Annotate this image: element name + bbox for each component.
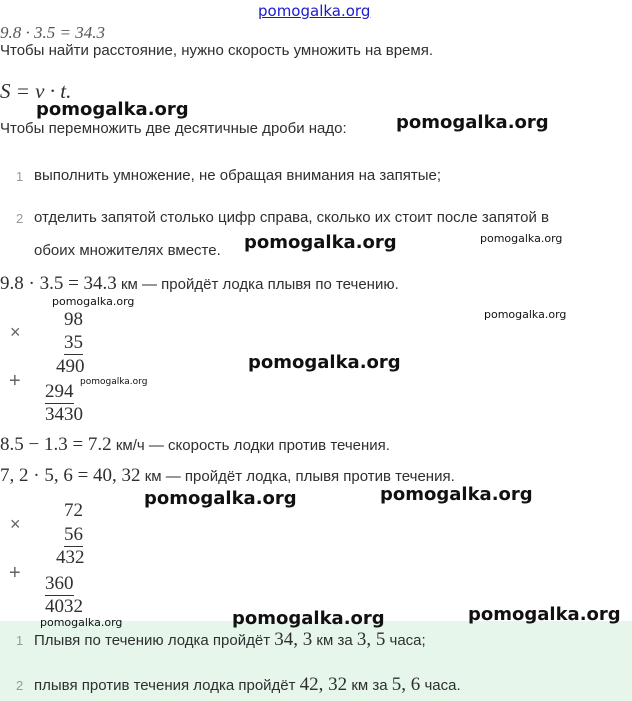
watermark: pomogalka.org	[380, 484, 533, 505]
product: 3430	[45, 404, 83, 425]
answer-item: плывя против течения лодка пройдёт 42, 32 км за 5, 6 часа.	[34, 674, 461, 695]
calculation-text: км/ч — скорость лодки против течения.	[111, 437, 390, 454]
list-number: 1	[16, 169, 24, 184]
watermark: pomogalka.org	[80, 377, 148, 387]
watermark: pomogalka.org	[36, 99, 189, 120]
list-number: 1	[16, 633, 24, 648]
watermark: pomogalka.org	[396, 112, 549, 133]
partial-product: 490	[56, 356, 85, 377]
calculation-text: км — пройдёт лодка, плывя против течения.	[140, 468, 455, 485]
watermark: pomogalka.org	[244, 232, 397, 253]
multiplicand: 98	[64, 309, 83, 330]
multiplier: 35	[64, 332, 83, 353]
list-number: 2	[16, 678, 24, 693]
rule-item: отделить запятой столько цифр справа, сколько их стоит после запятой в	[34, 209, 549, 226]
watermark: pomogalka.org	[468, 604, 621, 625]
plus-sign: +	[9, 562, 21, 584]
watermark: pomogalka.org	[248, 352, 401, 373]
expression: 7, 2 · 5, 6 = 40, 32	[0, 465, 141, 486]
watermark: pomogalka.org	[40, 616, 123, 629]
multiplier: 56	[64, 524, 83, 545]
watermark: pomogalka.org	[480, 232, 563, 245]
rule-item: выполнить умножение, не обращая внимания на запятые;	[34, 167, 442, 184]
expression: 8.5 − 1.3 = 7.2	[0, 434, 112, 455]
rule-intro: Чтобы перемножить две десятичные дроби надо:	[0, 120, 347, 137]
watermark-top: pomogalka.org	[258, 2, 371, 20]
plus-sign: +	[9, 370, 21, 392]
partial-product: 432	[56, 547, 85, 568]
calculation-line	[0, 434, 390, 456]
calculation-text: км — пройдёт лодка плывя по течению.	[116, 276, 399, 293]
watermark: pomogalka.org	[232, 608, 385, 629]
expression: 9.8 · 3.5 = 34.3	[0, 273, 117, 294]
calculation-line	[0, 273, 399, 295]
watermark: pomogalka.org	[144, 488, 297, 509]
answer-item: Плывя по течению лодка пройдёт 34, 3 км за 3, 5 часа;	[34, 629, 426, 650]
watermark: pomogalka.org	[52, 295, 135, 308]
top-cut-line: 9.8 · 3.5 = 34.3	[0, 23, 105, 42]
formula: S = v · t.	[0, 79, 72, 103]
times-sign: ×	[10, 514, 21, 534]
times-sign: ×	[10, 322, 21, 342]
product: 4032	[45, 596, 83, 617]
rule-item-continued: обоих множителях вместе.	[34, 242, 221, 259]
intro-text: Чтобы найти расстояние, нужно скорость умножить на время.	[0, 42, 434, 59]
partial-product: 360	[45, 573, 74, 594]
partial-product: 294	[45, 381, 74, 402]
watermark: pomogalka.org	[484, 308, 567, 321]
list-number: 2	[16, 211, 24, 226]
multiplicand: 72	[64, 500, 83, 521]
